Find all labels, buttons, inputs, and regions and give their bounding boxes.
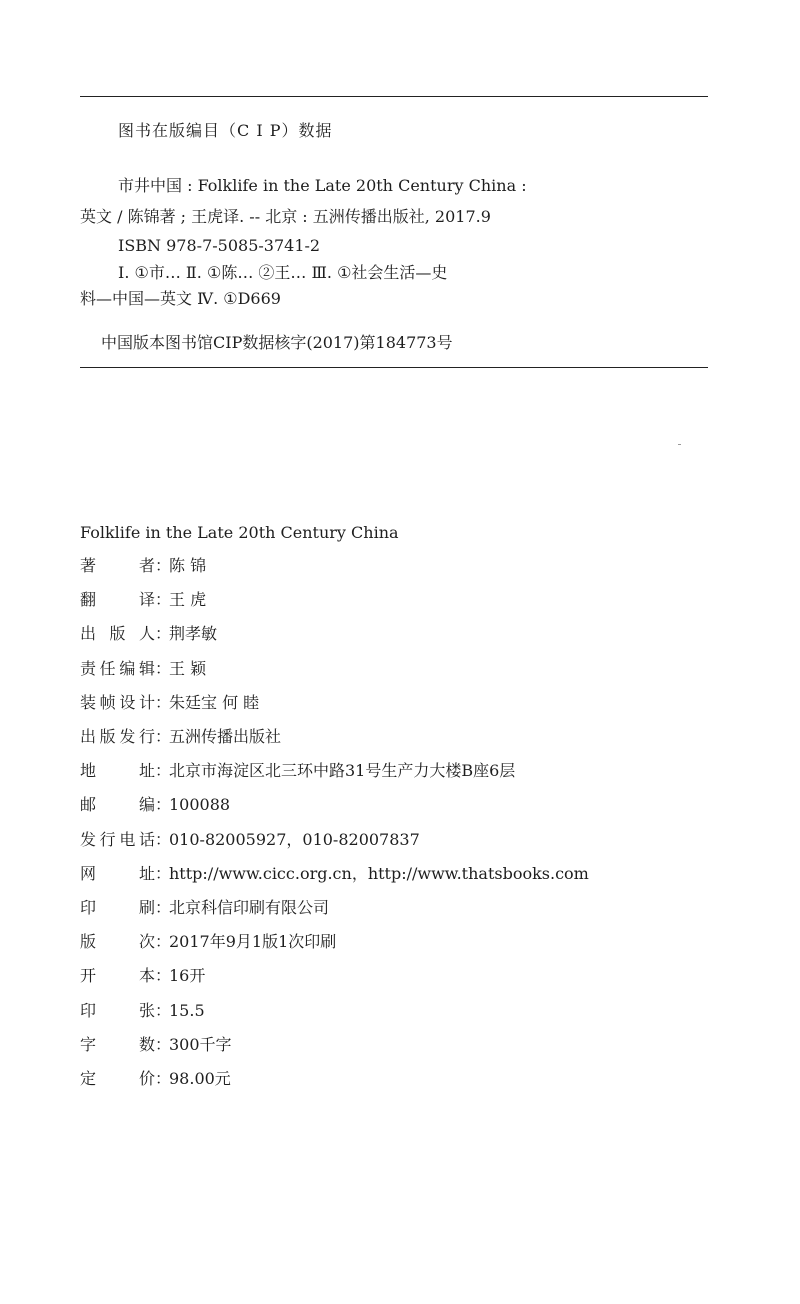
colophon-label: 版 次 bbox=[80, 932, 155, 951]
colophon-row bbox=[80, 864, 589, 884]
colophon-row bbox=[80, 1035, 232, 1055]
colophon-label: 印 张 bbox=[80, 1001, 155, 1020]
colophon-label: 网 址 bbox=[80, 864, 155, 883]
colophon-value: 荆孝敏 bbox=[169, 624, 218, 643]
colophon-value: 陈 锦 bbox=[169, 556, 207, 575]
colophon-separator: ： bbox=[155, 1035, 172, 1054]
colophon-separator: ： bbox=[155, 1069, 172, 1088]
colophon-separator: ： bbox=[155, 932, 172, 951]
colophon-row bbox=[80, 659, 206, 679]
colophon-value: 98.00元 bbox=[169, 1069, 231, 1088]
colophon-separator: ： bbox=[155, 830, 172, 849]
colophon-value: 朱廷宝 何 睦 bbox=[169, 693, 260, 712]
colophon-row bbox=[80, 898, 329, 918]
colophon-row bbox=[80, 1069, 231, 1089]
colophon-separator: ： bbox=[155, 1001, 172, 1020]
colophon-value: 五洲传播出版社 bbox=[169, 727, 282, 746]
cip-classification-line-1: Ⅰ. ①市… Ⅱ. ①陈… ②王… Ⅲ. ①社会生活—史 bbox=[118, 263, 448, 282]
colophon-row bbox=[80, 966, 205, 986]
colophon-row bbox=[80, 590, 206, 610]
colophon-value: 15.5 bbox=[169, 1001, 205, 1020]
colophon-row bbox=[80, 556, 206, 576]
cip-title-line: 市井中国 : Folklife in the Late 20th Century China : bbox=[118, 176, 527, 195]
colophon-value: 北京市海淀区北三环中路31号生产力大楼B座6层 bbox=[169, 761, 516, 780]
colophon-label: 开 本 bbox=[80, 966, 155, 985]
colophon-value: 王 虎 bbox=[169, 590, 207, 609]
colophon-value: 2017年9月1版1次印刷 bbox=[169, 932, 337, 951]
cip-isbn: ISBN 978-7-5085-3741-2 bbox=[118, 236, 321, 255]
cip-responsibility-line: 英文 / 陈锦著 ; 王虎译. -- 北京 : 五洲传播出版社, 2017.9 bbox=[80, 207, 491, 226]
colophon-separator: ： bbox=[155, 727, 172, 746]
colophon-row bbox=[80, 761, 515, 781]
colophon-label: 邮 编 bbox=[80, 795, 155, 814]
colophon-separator: ： bbox=[155, 590, 172, 609]
colophon-row bbox=[80, 624, 217, 644]
colophon-label: 出版发行 bbox=[80, 727, 155, 746]
colophon-row bbox=[80, 1001, 205, 1021]
colophon-label: 印 刷 bbox=[80, 898, 155, 917]
colophon-row bbox=[80, 932, 336, 952]
colophon-value: 北京科信印刷有限公司 bbox=[169, 898, 330, 917]
colophon-row bbox=[80, 830, 420, 850]
colophon-separator: ： bbox=[155, 864, 172, 883]
colophon-label: 发行电话 bbox=[80, 830, 155, 849]
colophon-row bbox=[80, 795, 230, 815]
colophon-label: 出版人 bbox=[80, 624, 155, 643]
colophon-label: 地 址 bbox=[80, 761, 155, 780]
colophon-row bbox=[80, 727, 281, 747]
colophon-label: 装帧设计 bbox=[80, 693, 155, 712]
colophon-separator: ： bbox=[155, 659, 172, 678]
cip-record-number: 中国版本图书馆CIP数据核字(2017)第184773号 bbox=[101, 333, 453, 352]
colophon-label: 著 者 bbox=[80, 556, 155, 575]
colophon-separator: ： bbox=[155, 966, 172, 985]
colophon-value: 16开 bbox=[169, 966, 206, 985]
colophon-value: 010-82005927，010-82007837 bbox=[169, 830, 420, 849]
colophon-separator: ： bbox=[155, 761, 172, 780]
colophon-label: 定 价 bbox=[80, 1069, 155, 1088]
cip-bottom-rule bbox=[80, 367, 708, 368]
colophon-separator: ： bbox=[155, 795, 172, 814]
colophon-label: 翻 译 bbox=[80, 590, 155, 609]
colophon-separator: ： bbox=[155, 556, 172, 575]
colophon-label: 字 数 bbox=[80, 1035, 155, 1054]
colophon-separator: ： bbox=[155, 624, 172, 643]
colophon-separator: ： bbox=[155, 898, 172, 917]
cip-top-rule bbox=[80, 96, 708, 97]
book-title: Folklife in the Late 20th Century China bbox=[80, 523, 399, 542]
colophon-label: 责任编辑 bbox=[80, 659, 155, 678]
colophon-value: 王 颖 bbox=[169, 659, 207, 678]
colophon-value: 300千字 bbox=[169, 1035, 232, 1054]
cip-heading: 图书在版编目（C I P）数据 bbox=[118, 121, 333, 140]
colophon-value: http://www.cicc.org.cn，http://www.thatsbooks.com bbox=[169, 864, 589, 883]
cip-classification-line-2: 料—中国—英文 Ⅳ. ①D669 bbox=[80, 289, 281, 308]
colophon-separator: ： bbox=[155, 693, 172, 712]
colophon-value: 100088 bbox=[169, 795, 231, 814]
print-speck bbox=[678, 444, 681, 445]
colophon-row bbox=[80, 693, 259, 713]
